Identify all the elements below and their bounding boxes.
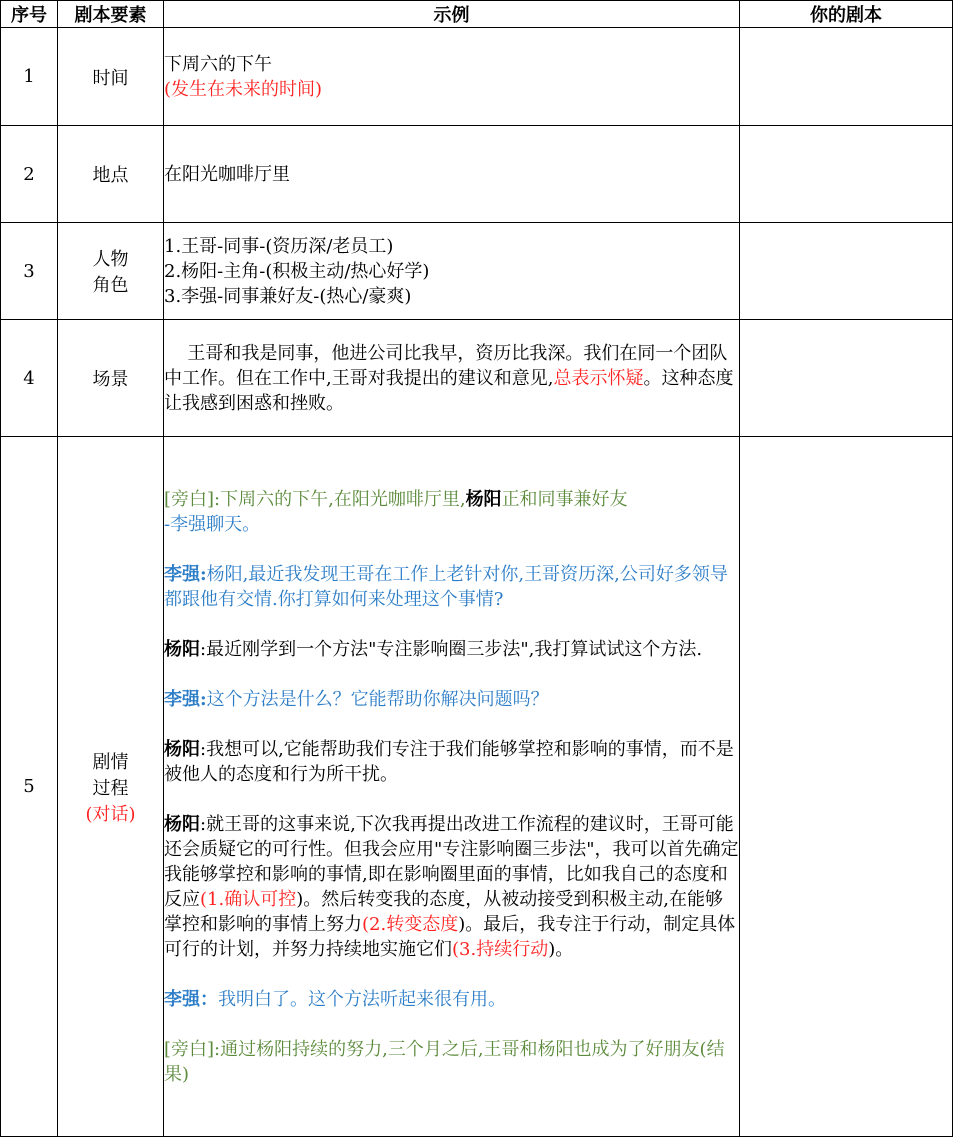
row-element [58,223,164,320]
row-num: 3 [1,223,58,320]
narration: [旁白]:通过杨阳持续的努力,三个月之后,王哥和杨阳也成为了好朋友(结果) [164,1038,725,1085]
dialogue-line: 李强:这个方法是什么？它能帮助你解决问题吗？ [164,688,549,710]
element-line: 剧情 [92,751,129,773]
step-label: (3.持续行动 [452,938,549,960]
your-script-cell[interactable] [740,320,953,437]
step-label: (1.确认可控 [200,888,297,910]
speaker-name: 李强： [164,988,218,1010]
step-label: (2.转变态度 [362,913,459,935]
element-line: 角色 [92,275,129,296]
example-line: 下周六的下午 [164,53,272,75]
row-example [164,28,740,126]
row-example [164,223,740,320]
dialogue-line: 杨阳:我想可以,它能帮助我们专注于我们能够掌控和影响的事情，而不是被他人的态度和行为所干扰。 [164,738,734,785]
table-row [1,126,953,223]
row-num: 5 [1,437,58,1137]
row-num: 1 [1,28,58,126]
dialogue-line: 杨阳:就王哥的这事来说,下次我再提出改进工作流程的建议时，王哥可能还会质疑它的可行性。但我会应用"专注影响圈三步法"，我可以首先确定我能够掌控和影响的事情,即在影响圈里面的事情，比如我自己的态度和反应(1.确认可控)。然后转变我的态度，从被动接受到积极主动,在能够掌控和影响的事情上努力(2.转变态度)。最后，我专注于行动，制定具体可行的计划，并努力持续地实施它们(3.持续行动)。 [164,813,739,960]
speaker-name: 杨阳 [465,488,502,510]
row-example [164,437,740,1137]
row-num: 2 [1,126,58,223]
header-num: 序号 [1,1,58,28]
speaker-name: 杨阳 [164,738,200,760]
header-row [1,1,953,28]
character-line: 1.王哥-同事-(资历深/老员工) [164,235,394,257]
speaker-name: 李强: [164,563,207,585]
your-script-cell[interactable] [740,28,953,126]
row-num: 4 [1,320,58,437]
character-line: 2.杨阳-主角-(积极主动/热心好学) [164,260,430,282]
row-element [58,437,164,1137]
speaker-name: 李强: [164,688,207,710]
row-example [164,126,740,223]
row-element: 地点 [58,126,164,223]
row-element: 场景 [58,320,164,437]
table-row [1,320,953,437]
row-example [164,320,740,437]
character-line: 3.李强-同事兼好友-(热心/豪爽) [164,285,412,307]
header-your-script: 你的剧本 [740,1,953,28]
table-row [1,28,953,126]
dialogue-line: 李强:杨阳,最近我发现王哥在工作上老针对你,王哥资历深,公司好多领导都跟他有交情.你打算如何来处理这个事情? [164,563,728,610]
scene-highlight: 总表示怀疑 [553,367,644,389]
header-element: 剧本要素 [58,1,164,28]
narration: [旁白]:下周六的下午,在阳光咖啡厅里,杨阳正和同事兼好友 -李强聊天。 [164,488,628,535]
speaker-name: 杨阳 [164,638,200,660]
table-row [1,223,953,320]
table-row [1,437,953,1137]
example-line: 在阳光咖啡厅里 [164,163,290,185]
element-note: (对话) [85,803,136,825]
your-script-cell[interactable] [740,126,953,223]
speaker-name: 杨阳 [164,813,200,835]
scene-text: 王哥和我是同事，他进公司比我早，资历比我深。我们在同一个团队中工作。但在工作中,王哥对我提出的建议和意见,总表示怀疑。这种态度让我感到困惑和挫败。 [164,342,734,414]
dialogue-line: 李强：我明白了。这个方法听起来很有用。 [164,988,506,1010]
element-line: 人物 [92,249,129,270]
row-element: 时间 [58,28,164,126]
dialogue-line: 杨阳:最近刚学到一个方法"专注影响圈三步法",我打算试试这个方法. [164,638,703,660]
example-note: (发生在未来的时间) [164,78,323,100]
your-script-cell[interactable] [740,437,953,1137]
your-script-cell[interactable] [740,223,953,320]
header-example: 示例 [164,1,740,28]
element-line: 过程 [92,777,129,799]
